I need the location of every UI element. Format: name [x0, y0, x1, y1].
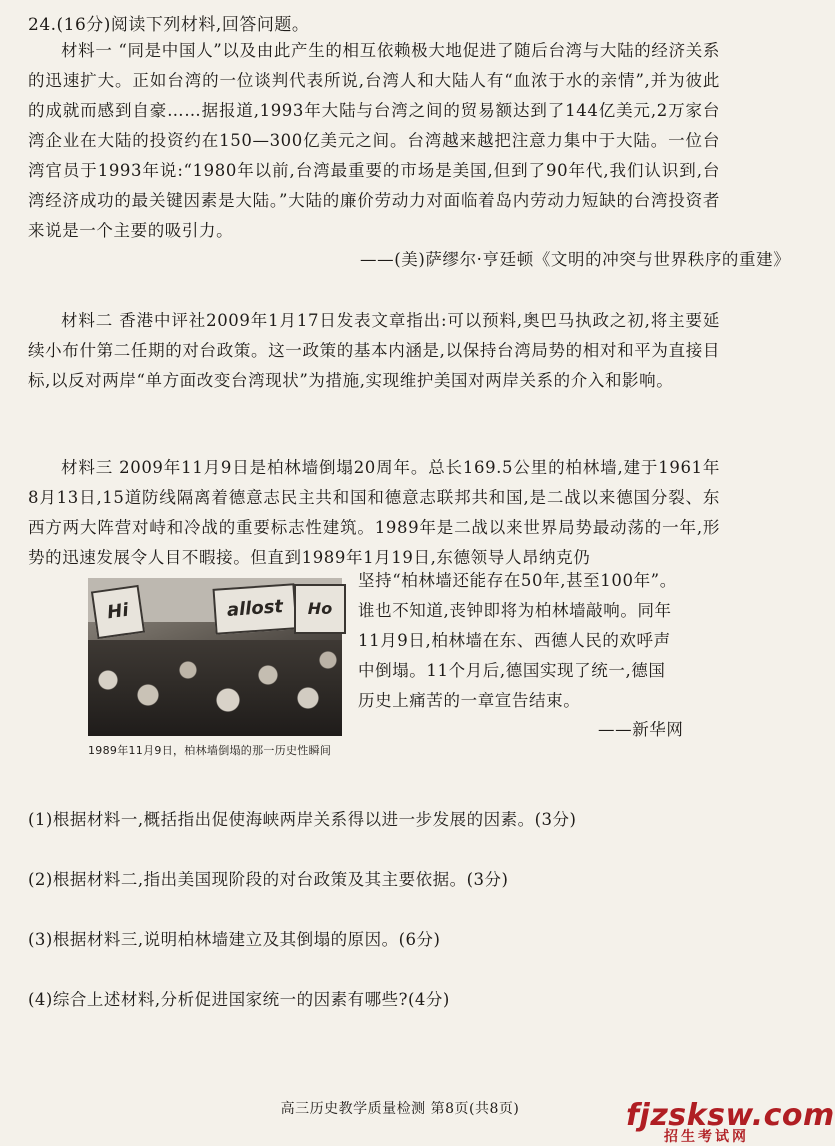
watermark-logo: fjzsksw.com [626, 1098, 835, 1133]
photo-sign-center: allost [212, 583, 297, 635]
berlin-wall-photo [88, 578, 342, 736]
question-4: (4)综合上述材料,分析促进国家统一的因素有哪些?(4分) [28, 990, 450, 1009]
material-2 [28, 306, 720, 396]
material-3-line: 历史上痛苦的一章宣告结束。 [358, 691, 581, 710]
photo-crowd [88, 640, 342, 736]
watermark-tagline: 招生考试网 [664, 1129, 749, 1145]
question-2: (2)根据材料二,指出美国现阶段的对台政策及其主要依据。(3分) [28, 870, 509, 889]
material-3-line: 中倒塌。11个月后,德国实现了统一,德国 [358, 661, 666, 680]
question-header: 24.(16分)阅读下列材料,回答问题。 [28, 15, 310, 35]
material-3-text-top: 材料三 2009年11月9日是柏林墙倒塌20周年。总长169.5公里的柏林墙,建于1961年8月13日,15道防线隔离着德意志民主共和国和德意志联邦共和国,是二战以来德国分裂、东西方两大阵营对峙和冷战的重要标志性建筑。1989年是二战以来世界局势最动荡的一年,形势的迅速发展令人目不暇接。但直到1989年1月19日,东德领导人昂纳克仍 [28, 458, 720, 567]
question-3: (3)根据材料三,说明柏林墙建立及其倒塌的原因。(6分) [28, 930, 441, 949]
material-3 [28, 453, 720, 573]
material-1-source: ——(美)萨缪尔·亨廷顿《文明的冲突与世界秩序的重建》 [360, 250, 791, 269]
photo-sign-right: Ho [294, 584, 346, 634]
material-1-text: 材料一 “同是中国人”以及由此产生的相互依赖极大地促进了随后台湾与大陆的经济关系的迅速扩大。正如台湾的一位谈判代表所说,台湾人和大陆人有“血浓于水的亲情”,并为彼此的成就而感到自豪……据报道,1993年大陆与台湾之间的贸易额达到了144亿美元,2万家台湾企业在大陆的投资约在150—300亿美元之间。台湾越来越把注意力集中于大陆。一位台湾官员于1993年说:“1980年以前,台湾最重要的市场是美国,但到了90年代,我们认识到,台湾经济成功的最关键因素是大陆。”大陆的廉价劳动力对面临着岛内劳动力短缺的台湾投资者来说是一个主要的吸引力。 [28, 41, 720, 240]
photo-sign-left: Hi [91, 585, 145, 639]
material-1 [28, 36, 720, 246]
material-3-line: 谁也不知道,丧钟即将为柏林墙敲响。同年 [358, 601, 672, 620]
photo-caption: 1989年11月9日，柏林墙倒塌的那一历史性瞬间 [88, 744, 332, 757]
page-footer: 高三历史教学质量检测 第8页(共8页) [280, 1101, 520, 1117]
material-3-line: 11月9日,柏林墙在东、西德人民的欢呼声 [358, 631, 671, 650]
material-3-text-right [358, 566, 677, 716]
question-1: (1)根据材料一,概括指出促使海峡两岸关系得以进一步发展的因素。(3分) [28, 810, 577, 829]
material-3-source: ——新华网 [598, 720, 684, 739]
material-3-line: 坚持“柏林墙还能存在50年,甚至100年”。 [358, 571, 677, 590]
material-2-text: 材料二 香港中评社2009年1月17日发表文章指出:可以预料,奥巴马执政之初,将主要延续小布什第二任期的对台政策。这一政策的基本内涵是,以保持台湾局势的相对和平为直接目标,以反对两岸“单方面改变台湾现状”为措施,实现维护美国对两岸关系的介入和影响。 [28, 311, 720, 390]
